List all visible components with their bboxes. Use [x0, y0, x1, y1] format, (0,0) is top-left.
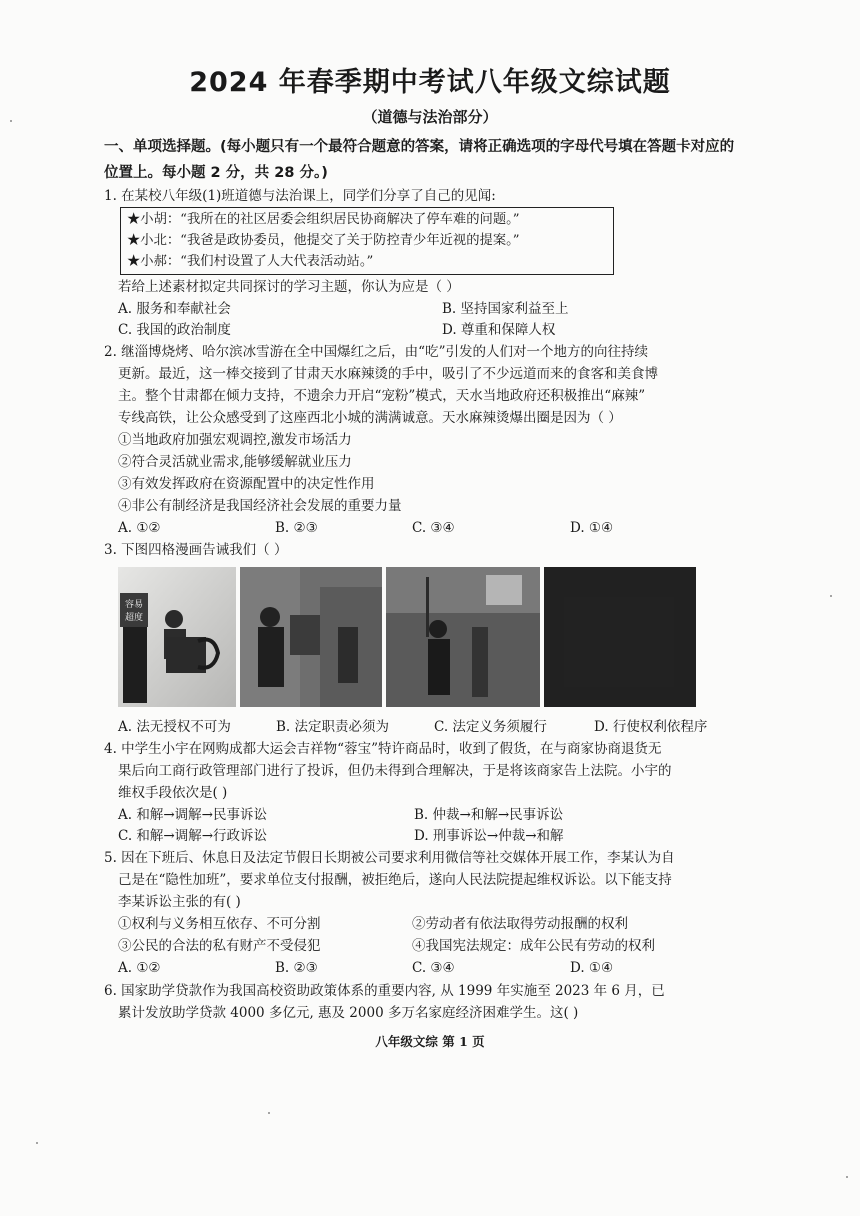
q2-option-c: C. ③④ [412, 520, 455, 536]
q4-text-line: 4. 中学生小宇在网购成都大运会吉祥物“蓉宝”特许商品时，收到了假货，在与商家协商退货无 [104, 741, 662, 757]
q4-option-b: B. 仲裁→和解→民事诉讼 [414, 807, 564, 823]
scan-speck [268, 1112, 270, 1114]
q1-option-b: B. 坚持国家利益至上 [442, 301, 569, 317]
scan-speck [10, 120, 12, 122]
q5-option-b: B. ②③ [275, 960, 318, 976]
q6-text-line: 累计发放助学贷款 4000 多亿元, 惠及 2000 多万名家庭经济困难学生。这( ) [118, 1005, 579, 1021]
q2-item: ①当地政府加强宏观调控,激发市场活力 [118, 432, 352, 448]
q5-text-line: 5. 因在下班后、休息日及法定节假日长期被公司要求利用微信等社交媒体开展工作，李某认为自 [104, 850, 675, 866]
q1-material-line: ★小北：“我爸是政协委员，他提交了关于防控青少年近视的提案。” [127, 233, 520, 248]
comic-panel-3 [386, 567, 540, 707]
q2-text-line: 更新。最近，这一棒交接到了甘肃天水麻辣烫的手中，吸引了不少远道而来的食客和美食博 [118, 366, 658, 382]
q2-option-a: A. ①② [118, 520, 161, 536]
q5-item: ④我国宪法规定：成年公民有劳动的权利 [412, 938, 655, 954]
q2-item: ④非公有制经济是我国经济社会发展的重要力量 [118, 498, 402, 514]
q2-text-line: 2. 继淄博烧烤、哈尔滨冰雪游在全中国爆红之后，由“吃”引发的人们对一个地方的向往持续 [104, 344, 648, 360]
q5-option-d: D. ①④ [570, 960, 614, 976]
q1-option-c: C. 我国的政治制度 [118, 322, 231, 338]
q1-question: 若给上述素材拟定共同探讨的学习主题，你认为应是（ ） [118, 279, 460, 295]
scan-speck [846, 1176, 848, 1178]
q5-item: ②劳动者有依法取得劳动报酬的权利 [412, 916, 628, 932]
q2-option-b: B. ②③ [275, 520, 318, 536]
page-footer: 八年级文综 第 1 页 [375, 1034, 485, 1049]
q4-text-line: 果后向工商行政管理部门进行了投诉，但仍未得到合理解决，于是将该商家告上法院。小宇的 [118, 763, 672, 779]
scan-speck [36, 1142, 38, 1144]
q1-material-line: ★小胡：“我所在的社区居委会组织居民协商解决了停车难的问题。” [127, 212, 520, 227]
q2-option-d: D. ①④ [570, 520, 614, 536]
comic-panel-2 [240, 567, 382, 707]
q4-option-a: A. 和解→调解→民事诉讼 [118, 807, 267, 823]
svg-text:超度: 超度 [124, 613, 144, 623]
q1-material-line: ★小郝：“我们村设置了人大代表活动站。” [127, 254, 374, 269]
q3-option-b: B. 法定职责必须为 [276, 719, 390, 735]
q6-text-line: 6. 国家助学贷款作为我国高校资助政策体系的重要内容, 从 1999 年实施至 2023 年 6 月，已 [104, 983, 665, 999]
comic-panel-1 [118, 567, 236, 707]
q1-option-a: A. 服务和奉献社会 [118, 301, 231, 317]
q3-stem: 3. 下图四格漫画告诫我们（ ） [104, 542, 288, 558]
q5-option-c: C. ③④ [412, 960, 455, 976]
q4-option-d: D. 刑事诉讼→仲裁→和解 [414, 828, 564, 844]
q5-option-a: A. ①② [118, 960, 161, 976]
q1-option-d: D. 尊重和保障人权 [442, 322, 556, 338]
q3-option-d: D. 行使权利依程序 [594, 719, 708, 735]
exam-subtitle: （道德与法治部分） [362, 108, 498, 126]
q5-item: ③公民的合法的私有财产不受侵犯 [118, 938, 321, 954]
q3-comic-strip [118, 567, 696, 707]
q4-text-line: 维权手段依次是( ) [118, 785, 228, 801]
comic-sign-text: 容易 [124, 600, 144, 610]
scan-speck [830, 595, 832, 597]
q1-stem: 1. 在某校八年级(1)班道德与法治课上，同学们分享了自己的见闻: [104, 188, 496, 204]
q3-option-a: A. 法无授权不可为 [118, 719, 231, 735]
q5-text-line: 李某诉讼主张的有( ) [118, 894, 241, 910]
q4-option-c: C. 和解→调解→行政诉讼 [118, 828, 268, 844]
exam-title: 2024 年春季期中考试八年级文综试题 [189, 67, 671, 98]
section-instructions: 一、单项选择题。(每小题只有一个最符合题意的答案，请将正确选项的字母代号填在答题卡对应的位置上。每小题 2 分，共 28 分。) [104, 139, 735, 181]
q5-item: ①权利与义务相互依存、不可分割 [118, 916, 321, 932]
q2-text-line: 专线高铁，让公众感受到了这座西北小城的满满诚意。天水麻辣烫爆出圈是因为（ ） [118, 410, 622, 426]
comic-panel-4 [544, 567, 696, 707]
q3-option-c: C. 法定义务须履行 [434, 719, 547, 735]
q1-material-box [120, 207, 614, 275]
q2-text-line: 主。整个甘肃都在倾力支持，不遗余力开启“宠粉”模式，天水当地政府还积极推出“麻辣” [118, 388, 646, 404]
q5-text-line: 己是在“隐性加班”，要求单位支付报酬，被拒绝后，遂向人民法院提起维权诉讼。以下能支持 [118, 872, 672, 888]
q2-item: ②符合灵活就业需求,能够缓解就业压力 [118, 454, 352, 470]
q2-item: ③有效发挥政府在资源配置中的决定性作用 [118, 476, 375, 492]
